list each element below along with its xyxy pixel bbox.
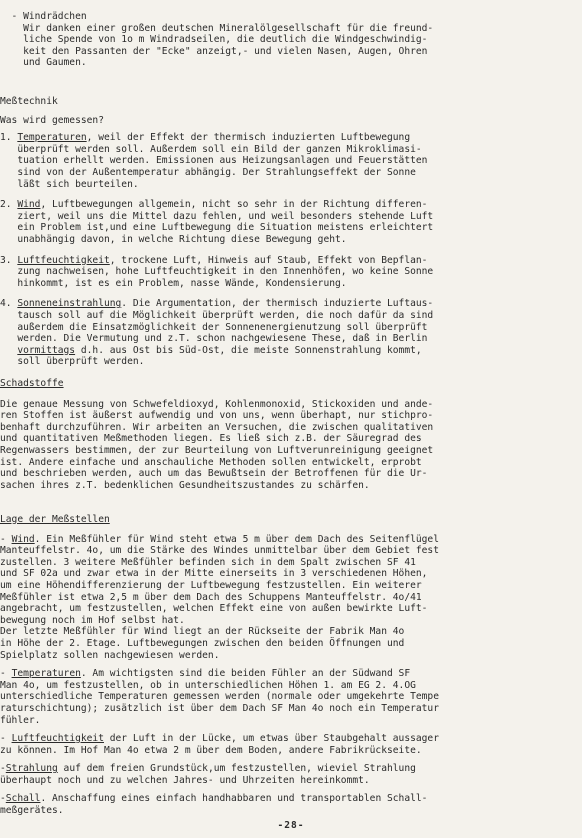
intro-line: Wir danken einer großen deutschen Mineralölgesellschaft für die freund-: [0, 22, 434, 34]
term-schall: Schall: [5, 793, 41, 805]
lage-item-strahlung: -Strahlung auf dem freien Grundstück,um festzustellen, wieviel Strahlung überhaupt noch und zu welchen Jahres- und Uhrzeiten hereinkommt.: [0, 763, 416, 786]
lage-item-wind: - Wind. Ein Meßfühler für Wind steht etwa 5 m über dem Dach des Seitenflügel Manteuffelstr. 4o, um die Stärke des Windes unmittelbar über dem Gebiet fest zustellen. 3 weitere Meßfühler befinden sich in dem Spalt zwischen SF 41 und SF 02a und zwar etwa in der Mitte einerseits in 3 verschiedenen Höhen, um eine Höhendifferenzierung der Luftbewegung festzustellen. Ein weiterer Meßfühler ist etwa 2,5 m über dem Dach des Schuppens Manteuffelstr. 4o/41 angebracht, um festzustellen, welchen Effekt eine von außen bewirkte Luft- bewegung noch im Hof selbst hat. Der letzte Meßfühler für Wind liegt an der Rückseite der Fabrik Man 4o in Höhe der 2. Etage. Luftbewegungen zwischen den beiden Öffnungen und Spielplatz sollen nachgewiesen werden.: [0, 533, 439, 661]
term-luftfeuchtigkeit: Luftfeuchtigkeit: [17, 254, 110, 266]
intro-line: liche Spende von 1o m Windradseilen, die deutlich die Windgeschwindig-: [0, 34, 428, 46]
term-wind: Wind: [17, 199, 41, 211]
intro-line: und Gaumen.: [0, 57, 87, 69]
list-item-temperaturen: 1. Temperaturen, weil der Effekt der thermisch induzierten Luftbewegung überprüft werden soll. Außerdem soll ein Bild der ganzen Mikroklimasi- tuation erhellt werden. Emissionen aus Heizungsanlagen und Feuerstätten sind von der Außentemperatur abhängig. Der Strahlungseffekt der Sonne läßt sich beurteilen.: [0, 132, 428, 190]
list-item-wind: 2. Wind, Luftbewegungen allgemein, nicht so sehr in der Richtung differen- ziert, weil uns die Mittel dazu fehlen, und weil besonders stehende Luft ein Problem ist,und eine Luftbewegung die Situation meistens erleichtert unabhängig davon, in welche Richtung diese Bewegung geht.: [0, 199, 434, 245]
lage-section: [0, 514, 582, 817]
list-item-luftfeuchtigkeit: 3. Luftfeuchtigkeit, trockene Luft, Hinweis auf Staub, Effekt von Bepflan- zung nachweisen, hohe Luftfeuchtigkeit in den Innenhöfen, wo keine Sonne hinkommt, ist es ein Problem, nasse Wände, Kondensierung.: [0, 254, 434, 289]
term-sonneneinstrahlung: Sonneneinstrahlung: [17, 298, 122, 310]
lage-item-luftfeuchtigkeit: - Luftfeuchtigkeit der Luft in der Lücke, um etwas über Staubgehalt aussager zu können. Im Hof Man 4o etwa 2 m über dem Boden, andere Fabrikrückseite.: [0, 733, 439, 756]
list-item-sonneneinstrahlung: 4. Sonneneinstrahlung. Die Argumentation, der thermisch induzierte Luftaus- tausch soll auf die Möglichkeit überprüft werden, die noch dafür da sind außerdem die Einsatzmöglichkeit der Sonnenenergienutzung soll überprüft werden. Die Vermutung und z.T. schon nachgewiesene These, daß in Berlin vormittags d.h. aus Ost bis Süd-Ost, die meiste Sonnenstrahlung kommt, soll überprüft werden.: [0, 298, 434, 368]
section-question: Was wird gemessen?: [0, 114, 104, 126]
lage-item-temperaturen: - Temperaturen. Am wichtigsten sind die beiden Fühler an der Südwand SF Man 4o, um festzustellen, ob in unterschiedlichen Höhen 1. am EG 2. 4.OG unterschiedliche Temperaturen gemessen werden (normale oder umgekehrte Tempe raturschichtung); zusätzlich ist über dem Dach SF Man 4o noch ein Temperatur fühler.: [0, 668, 439, 726]
term-wind: Wind: [11, 533, 35, 545]
term-temperaturen: Temperaturen: [11, 668, 81, 680]
intro-line: keit den Passanten der "Ecke" anzeigt,- und vielen Nasen, Augen, Ohren: [0, 45, 428, 57]
lage-item-schall: -Schall. Anschaffung eines einfach handhabbaren und transportablen Schall- meßgerätes.: [0, 793, 428, 817]
term-luftfeuchtigkeit: Luftfeuchtigkeit: [11, 733, 104, 745]
messtechnik-section: [0, 96, 582, 368]
section-heading: Schadstoffe: [0, 378, 64, 389]
schadstoffe-paragraph: Die genaue Messung von Schwefeldioxyd, Kohlenmonoxid, Stickoxiden und ande- ren Stoffen ist äußerst aufwendig und von uns, wenn überhapt, nur stichpro- benhaft durchzuführen. Wir arbeiten an Versuchen, die zwischen qualitativen und quantitativen Meßmethoden liegen. Es ließ sich z.B. der Säuregrad des Regenwassers bestimmen, der zur Beurteilung von Luftverunreinigung geeignet ist. Andere einfache und anschauliche Methoden sollen entwickelt, erprobt und beschrieben werden, auch um das Bewußtsein der Betroffenen für die Ur- sachen ihres z.T. bedenklichen Gesundheitszustandes zu schärfen.: [0, 398, 434, 491]
section-heading: Meßtechnik: [0, 96, 58, 107]
page-number: -28-: [277, 820, 305, 831]
schadstoffe-section: [0, 378, 582, 491]
term-strahlung: Strahlung: [5, 763, 58, 775]
windraedchen-section: [0, 11, 582, 69]
intro-line: - Windrädchen: [0, 11, 87, 22]
term-temperaturen: Temperaturen: [17, 132, 87, 144]
section-heading: Lage der Meßstellen: [0, 514, 110, 525]
term-vormittags: vormittags: [17, 344, 76, 356]
